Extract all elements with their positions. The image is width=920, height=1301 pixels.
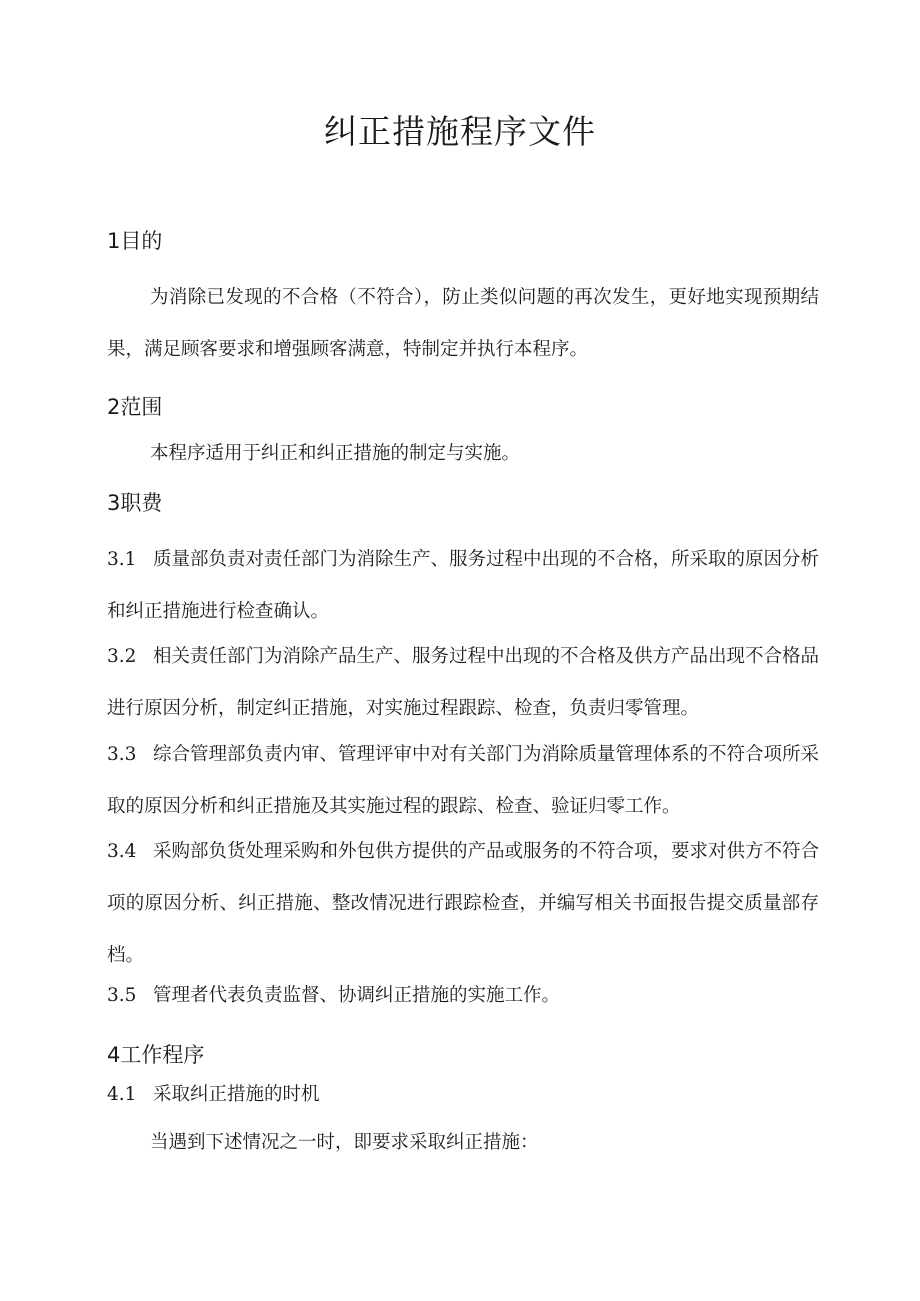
item-text: 综合管理部负责内审、管理评审中对有关部门为消除质量管理体系的不符合项所采取的原因分析和纠正措施及其实施过程的跟踪、检查、验证归零工作。 [107,744,820,817]
section-3-item-3 [107,729,819,833]
item-number: 3.1 [107,549,137,570]
section-3-item-5 [107,970,819,1022]
item-number: 3.5 [107,985,137,1006]
section-2-body: 本程序适用于纠正和纠正措施的制定与实施。 [150,443,521,464]
section-2-heading: 2范围 [107,395,163,419]
section-1-body: 为消除已发现的不合格（不符合），防止类似问题的再次发生，更好地实现预期结果，满足顾客要求和增强顾客满意，特制定并执行本程序。 [107,287,819,360]
item-number: 3.3 [107,744,137,765]
item-text: 相关责任部门为消除产品生产、服务过程中出现的不合格及供方产品出现不合格品进行原因分析，制定纠正措施，对实施过程跟踪、检查，负责归零管理。 [107,646,820,719]
document-title: 纠正措施程序文件 [324,112,596,151]
item-number: 3.4 [107,841,137,862]
item-number: 3.2 [107,646,137,667]
section-4-heading: 4工作程序 [107,1043,205,1067]
item-text: 采购部负货处理采购和外包供方提供的产品或服务的不符合项，要求对供方不符合项的原因分析、纠正措施、整改情况进行跟踪检查，并编写相关书面报告提交质量部存档。 [107,841,820,966]
item-text: 质量部负责对责任部门为消除生产、服务过程中出现的不合格，所采取的原因分析和纠正措施进行检查确认。 [107,549,820,622]
section-4-body: 当遇到下述情况之一时，即要求采取纠正措施： [150,1132,539,1153]
section-4-subheading [107,1069,819,1121]
section-3-item-1 [107,534,819,638]
section-1-heading: 1目的 [107,229,163,253]
item-text: 采取纠正措施的时机 [153,1084,320,1105]
item-number: 4.1 [107,1084,137,1105]
section-3-heading: 3职费 [107,491,163,515]
item-text: 管理者代表负责监督、协调纠正措施的实施工作。 [153,985,561,1006]
section-3-item-4 [107,826,819,982]
section-3-item-2 [107,631,819,735]
